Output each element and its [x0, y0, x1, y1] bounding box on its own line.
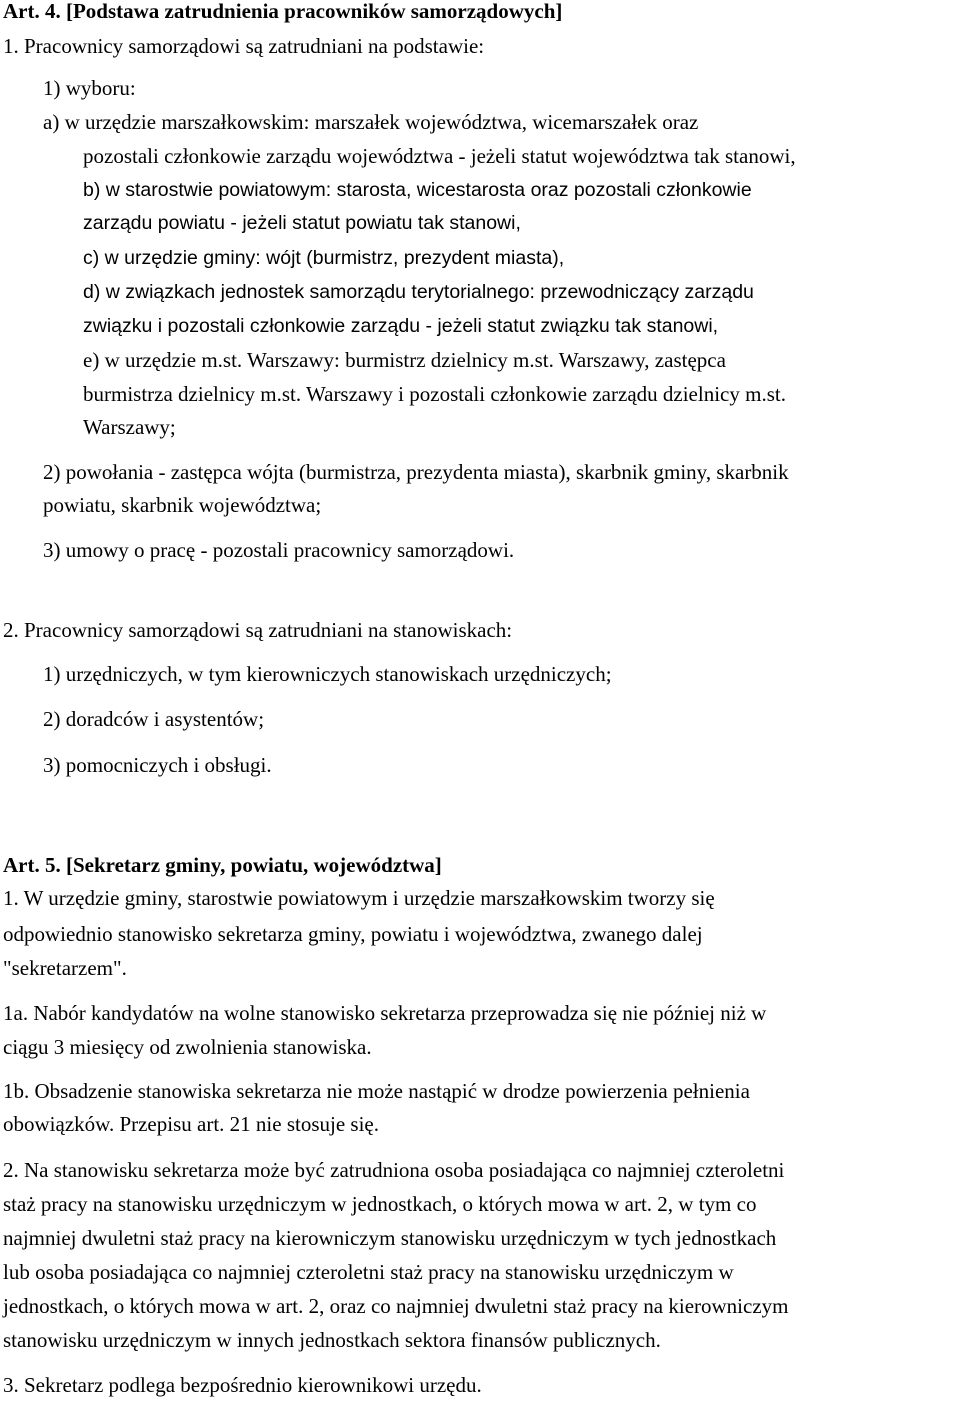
- art4-p1-item2-line1: 2) powołania - zastępca wójta (burmistrza, prezydenta miasta), skarbnik gminy, skarbnik: [43, 460, 789, 484]
- art5-p3: 3. Sekretarz podlega bezpośrednio kierownikowi urzędu.: [3, 1373, 482, 1397]
- art4-heading: Art. 4. [Podstawa zatrudnienia pracowników samorządowych]: [3, 0, 563, 23]
- art4-p1-item1-a-line2: pozostali członkowie zarządu województwa - jeżeli statut województwa tak stanowi,: [83, 144, 796, 168]
- art5-p1-line3: "sekretarzem".: [3, 956, 127, 980]
- art4-p1-item1-b-line2: zarządu powiatu - jeżeli statut powiatu tak stanowi,: [83, 212, 521, 234]
- art5-p1a-line2: ciągu 3 miesięcy od zwolnienia stanowiska.: [3, 1035, 372, 1059]
- art4-p1-item1-b-line1: b) w starostwie powiatowym: starosta, wicestarosta oraz pozostali członkowie: [83, 179, 752, 201]
- art4-p2-item1: 1) urzędniczych, w tym kierowniczych stanowiskach urzędniczych;: [43, 662, 612, 686]
- art5-p1-line2: odpowiednio stanowisko sekretarza gminy, powiatu i województwa, zwanego dalej: [3, 922, 703, 946]
- art5-p1-line1: 1. W urzędzie gminy, starostwie powiatowym i urzędzie marszałkowskim tworzy się: [3, 886, 715, 910]
- art5-p1b-line1: 1b. Obsadzenie stanowiska sekretarza nie może nastąpić w drodze powierzenia pełnienia: [3, 1079, 750, 1103]
- art4-p1-item3: 3) umowy o pracę - pozostali pracownicy samorządowi.: [43, 538, 515, 562]
- art4-p1-item1-e-line2: burmistrza dzielnicy m.st. Warszawy i pozostali członkowie zarządu dzielnicy m.st.: [83, 382, 786, 406]
- art5-p2-line1: 2. Na stanowisku sekretarza może być zatrudniona osoba posiadająca co najmniej czteroletni: [3, 1158, 785, 1182]
- art5-heading: Art. 5. [Sekretarz gminy, powiatu, województwa]: [3, 853, 442, 877]
- art5-p1b-line2: obowiązków. Przepisu art. 21 nie stosuje się.: [3, 1112, 379, 1136]
- art4-p2-item2: 2) doradców i asystentów;: [43, 707, 265, 731]
- art4-p2-intro: 2. Pracownicy samorządowi są zatrudniani na stanowiskach:: [3, 618, 513, 642]
- art5-p2-line2: staż pracy na stanowisku urzędniczym w jednostkach, o których mowa w art. 2, w tym co: [3, 1192, 757, 1216]
- art4-p1-item1-e-line3: Warszawy;: [83, 415, 176, 439]
- art4-p1-item1-c-line1: c) w urzędzie gminy: wójt (burmistrz, prezydent miasta),: [83, 247, 565, 269]
- art5-p1a-line1: 1a. Nabór kandydatów na wolne stanowisko sekretarza przeprowadza się nie później niż w: [3, 1001, 767, 1025]
- art5-p2-line6: stanowisku urzędniczym w innych jednostkach sektora finansów publicznych.: [3, 1328, 661, 1352]
- art5-p2-line5: jednostkach, o których mowa w art. 2, oraz co najmniej dwuletni staż pracy na kierowniczym: [3, 1294, 789, 1318]
- art4-p1-intro: 1. Pracownicy samorządowi są zatrudniani na podstawie:: [3, 34, 485, 58]
- art4-p1-item2-line2: powiatu, skarbnik województwa;: [43, 493, 322, 517]
- art4-p1-item1-e-line1: e) w urzędzie m.st. Warszawy: burmistrz dzielnicy m.st. Warszawy, zastępca: [83, 348, 726, 372]
- art5-p2-line3: najmniej dwuletni staż pracy na kierowniczym stanowisku urzędniczym w tych jednostkach: [3, 1226, 777, 1250]
- art4-p1-item1-d-line1: d) w związkach jednostek samorządu terytorialnego: przewodniczący zarządu: [83, 281, 754, 303]
- art4-p1-item1-d-line2: związku i pozostali członkowie zarządu - jeżeli statut związku tak stanowi,: [83, 315, 719, 337]
- art5-p2-line4: lub osoba posiadająca co najmniej czteroletni staż pracy na stanowisku urzędniczym w: [3, 1260, 734, 1284]
- art4-p1-item1-a-line1: a) w urzędzie marszałkowskim: marszałek województwa, wicemarszałek oraz: [43, 110, 699, 134]
- art4-p1-item1-label: 1) wyboru:: [43, 76, 136, 100]
- art4-p2-item3: 3) pomocniczych i obsługi.: [43, 753, 272, 777]
